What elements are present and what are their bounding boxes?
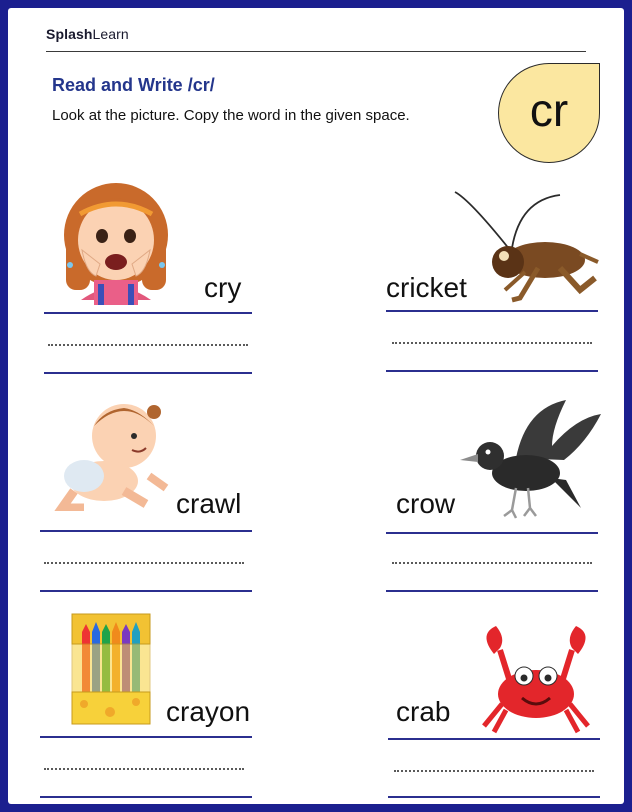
word-label: crawl [176,488,242,519]
writing-top-line [388,738,600,740]
writing-dotted-line [48,344,248,346]
crying-girl-icon [56,180,176,305]
worksheet-page [8,8,624,804]
writing-bottom-line [388,796,600,798]
writing-top-line [40,530,252,532]
brand-logo: SplashLearn [46,26,129,42]
header-divider [46,51,586,52]
writing-dotted-line [392,562,592,564]
worksheet-title: Read and Write /cr/ [52,75,215,95]
word-item-crawl [38,396,268,596]
worksheet-instruction: Look at the picture. Copy the word in the given space. [52,107,410,124]
writing-bottom-line [386,590,598,592]
word-item-cry [38,180,268,380]
writing-top-line [44,312,252,314]
word-item-cricket [380,180,610,380]
word-item-crow [380,396,610,596]
writing-bottom-line [40,796,252,798]
word-label: crab [396,696,451,727]
crayon-box-icon [70,612,152,727]
crow-bird-icon [456,398,606,523]
writing-top-line [386,532,598,534]
writing-dotted-line [44,768,244,770]
crab-icon [476,624,596,734]
word-label: crow [396,488,456,519]
writing-bottom-line [386,370,598,372]
writing-bottom-line [44,372,252,374]
writing-top-line [40,736,252,738]
word-item-crab [380,612,610,812]
word-label: cry [204,272,242,303]
phonics-badge: cr [498,63,600,163]
writing-dotted-line [44,562,244,564]
word-label: cricket [386,272,467,303]
word-label: crayon [166,696,251,727]
crawling-baby-icon [54,396,174,511]
word-item-crayon [38,612,268,812]
writing-top-line [386,310,598,312]
writing-dotted-line [394,770,594,772]
cricket-insect-icon [450,190,600,305]
writing-bottom-line [40,590,252,592]
writing-dotted-line [392,342,592,344]
